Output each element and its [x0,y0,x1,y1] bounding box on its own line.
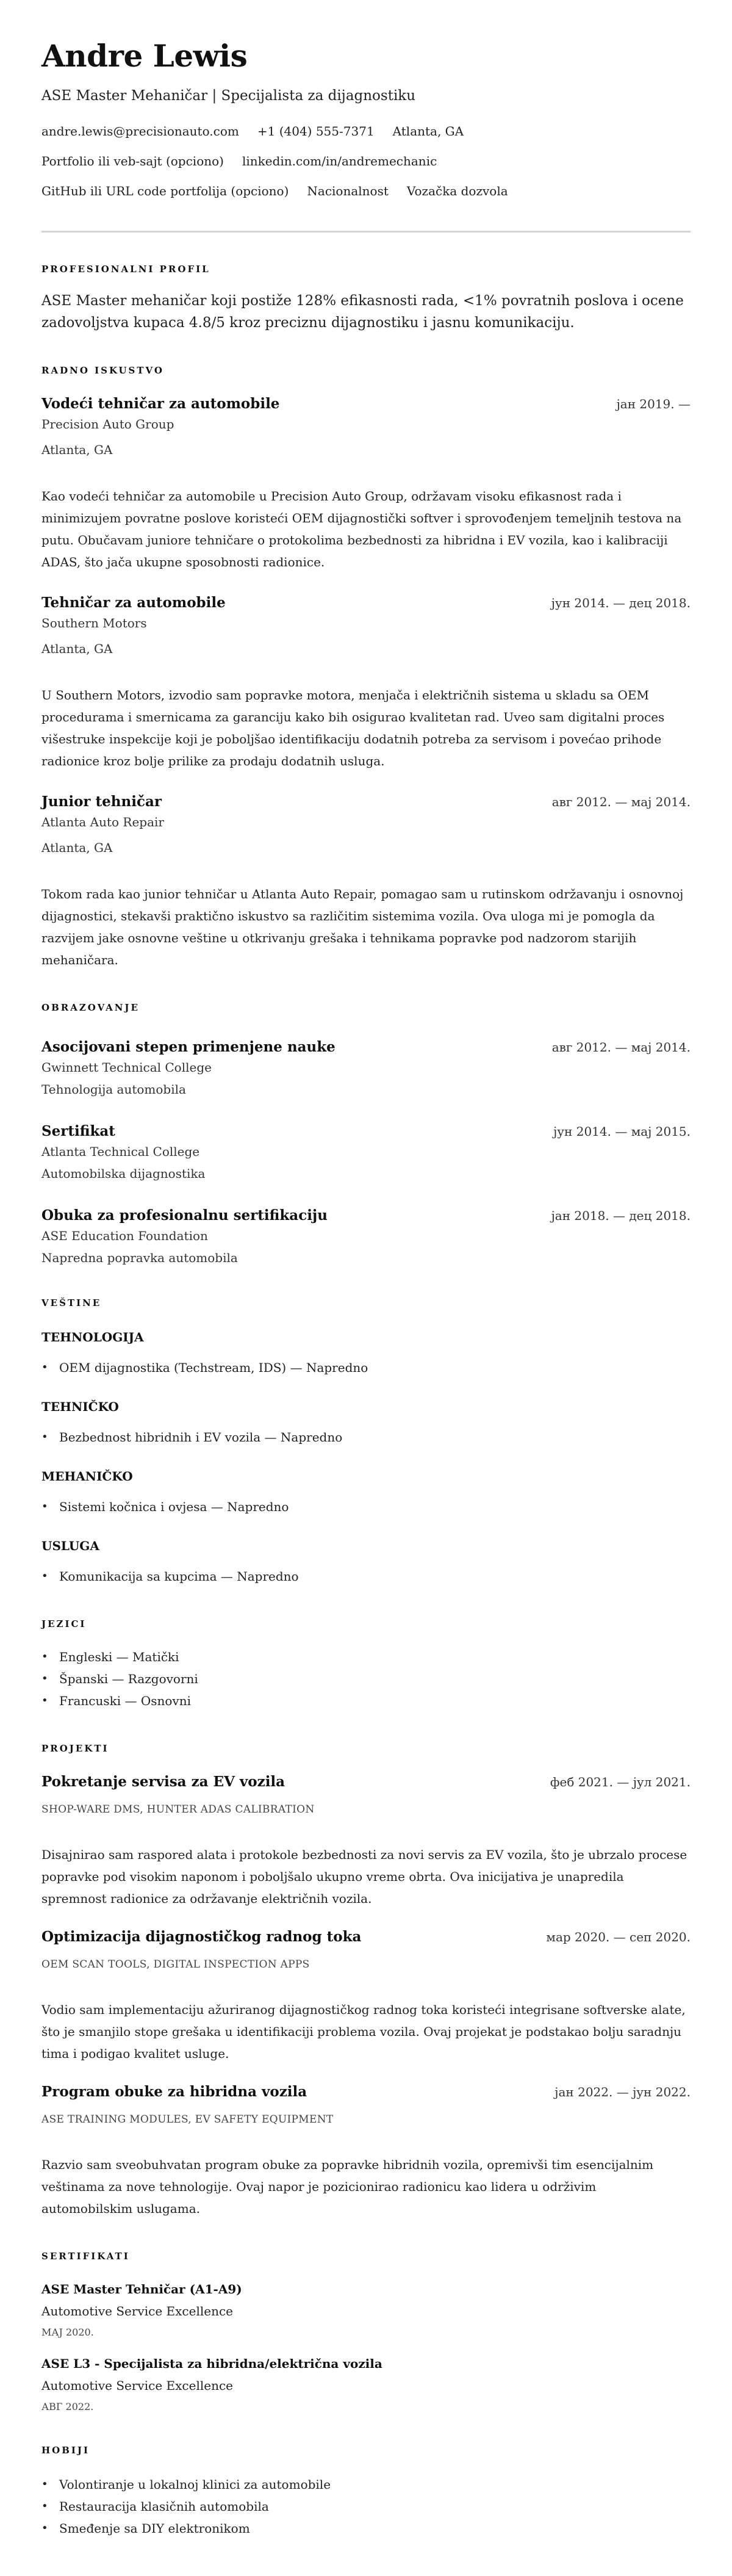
project-dates: феб 2021. — јул 2021. [550,1775,691,1789]
project-dates: јан 2022. — јун 2022. [554,2085,691,2099]
hobby-item: • Smeđenje sa DIY elektronikom [41,2517,691,2539]
skill-group [41,1468,691,1518]
field-of-study: Automobilska dijagnostika [41,1166,206,1181]
education-entry [41,1038,691,1098]
job-description: Tokom rada kao junior tehničar u Atlanta Auto Repair, pomagao sam u rutinskom održavanju i osnovnoj dijagnostici, stekavši praktično iskustvo sa različitim sistemima vozila. Ova uloga mi je pomogla da razvijem jake osnovne veštine u otkrivanju grešaka i tehnikama popravke pod nadzorom starijih mehaničara. [41,887,684,967]
education-dates: јун 2014. — мај 2015. [553,1124,691,1139]
header-divider [41,231,691,233]
language-item: • Španski — Razgovorni [41,1668,691,1690]
profile-section [41,263,691,334]
skill-category: TEHNIČKO [41,1399,119,1414]
section-title: OBRAZOVANJE [41,1002,140,1013]
candidate-headline: ASE Master Mehaničar | Specijalista za dijagnostiku [41,88,416,104]
skill-item: • Sistemi kočnica i ovjesa — Napredno [41,1496,691,1518]
projects-section [41,1742,691,2220]
experience-entry [41,594,691,772]
company-name: Atlanta Auto Repair [41,815,164,829]
certificate-name: ASE L3 - Specijalista za hibridna/električna vozila [41,2356,382,2371]
job-title: Junior tehničar [41,793,162,810]
job-dates: јун 2014. — дец 2018. [551,596,691,610]
project-description: Razvio sam sveobuhvatan program obuke za popravke hibridnih vozila, opremivši tim esencijalnim veštinama za nove tehnologije. Ovaj napor je pozicionirao radionicu kao lidera u održivim automobilskim uslugama. [41,2157,654,2216]
skill-item: • Komunikacija sa kupcima — Napredno [41,1565,691,1587]
contact-row [41,182,691,200]
phone-number[interactable]: +1 (404) 555-7371 [257,124,375,139]
certificate-entry [41,2355,691,2414]
job-dates: јан 2019. — [616,397,691,411]
project-entry [41,1773,691,1910]
hobby-item: • Volontiranje u lokalnoj klinici za automobile [41,2473,691,2495]
email-link[interactable]: andre.lewis@precisionauto.com [41,124,239,139]
skill-category: USLUGA [41,1539,99,1553]
location: Atlanta, GA [392,124,464,139]
certificate-date: АВГ 2022. [41,2401,94,2412]
experience-section [41,364,691,971]
linkedin-link[interactable]: linkedin.com/in/andremechanic [242,154,437,168]
skill-category: TEHNOLOGIJA [41,1330,144,1344]
language-item: • Engleski — Matički [41,1646,691,1668]
job-title: Vodeći tehničar za automobile [41,395,280,412]
skill-group [41,1537,691,1587]
education-entry [41,1207,691,1266]
section-title: VEŠTINE [41,1297,102,1308]
section-title: PROFESIONALNI PROFIL [41,264,210,275]
field-of-study: Tehnologija automobila [41,1082,186,1097]
degree-title: Asocijovani stepen primenjene nauke [41,1039,336,1055]
school-name: Gwinnett Technical College [41,1060,212,1075]
school-name: ASE Education Foundation [41,1228,208,1243]
degree-title: Sertifikat [41,1123,115,1139]
certificate-issuer: Automotive Service Excellence [41,2378,233,2393]
project-entry [41,2083,691,2220]
experience-entry [41,395,691,573]
company-name: Precision Auto Group [41,417,174,431]
project-tools: OEM SCAN TOOLS, DIGITAL INSPECTION APPS [41,1958,310,1971]
certificate-issuer: Automotive Service Excellence [41,2304,233,2318]
field-of-study: Napredna popravka automobila [41,1250,238,1265]
job-dates: авг 2012. — мај 2014. [551,795,691,809]
certificates-section [41,2250,691,2414]
project-dates: мар 2020. — сеп 2020. [546,1930,691,1944]
skill-group [41,1398,691,1448]
project-description: Disajnirao sam raspored alata i protokole bezbednosti za novi servis za EV vozila, što je ubrzalo procese popravke pod visokim naponom i poboljšalo ukupno vreme obrta. Ova inicijativa je unapredila spremnost radionice za održavanje električnih vozila. [41,1847,687,1906]
section-title: HOBIJI [41,2445,90,2456]
education-section [41,1001,691,1266]
section-title: PROJEKTI [41,1743,109,1754]
hobby-item: • Restauracija klasičnih automobila [41,2495,691,2517]
project-name: Program obuke za hibridna vozila [41,2084,307,2100]
job-location: Atlanta, GA [41,641,113,656]
project-name: Pokretanje servisa za EV vozila [41,1773,285,1790]
job-description: U Southern Motors, izvodio sam popravke motora, menjača i električnih sistema u skladu sa OEM procedurama i smernicama za garanciju kako bih osigurao kvalitetan rad. Uveo sam digitalni proces višestruke inspekcije koji je poboljšao identifikaciju dodatnih potreba za servisom i povećao prihode radionice kroz bolje prilike za prodaju dodatnih usluga. [41,688,665,768]
languages-section [41,1618,691,1712]
github-link[interactable]: GitHub ili URL code portfolija (opciono) [41,184,289,198]
job-title: Tehničar za automobile [41,594,226,611]
skill-item: • OEM dijagnostika (Techstream, IDS) — Napredno [41,1357,691,1379]
certificate-name: ASE Master Tehničar (A1-A9) [41,2282,242,2296]
language-item: • Francuski — Osnovni [41,1690,691,1712]
candidate-name: Andre Lewis [41,38,248,74]
experience-entry [41,793,691,971]
project-tools: SHOP-WARE DMS, HUNTER ADAS CALIBRATION [41,1803,315,1816]
project-name: Optimizacija dijagnostičkog radnog toka [41,1928,362,1945]
project-tools: ASE TRAINING MODULES, EV SAFETY EQUIPMENT [41,2113,334,2126]
certificate-entry [41,2281,691,2339]
section-title: RADNO ISKUSTVO [41,365,164,376]
certificate-date: МАЈ 2020. [41,2326,94,2338]
degree-title: Obuka za profesionalnu sertifikaciju [41,1207,328,1224]
education-dates: јан 2018. — дец 2018. [551,1208,691,1223]
school-name: Atlanta Technical College [41,1144,200,1159]
resume-header [41,38,691,233]
job-location: Atlanta, GA [41,840,113,855]
job-location: Atlanta, GA [41,442,113,457]
skill-item: • Bezbednost hibridnih i EV vozila — Napredno [41,1426,691,1448]
skill-group [41,1329,691,1379]
company-name: Southern Motors [41,616,147,630]
skill-category: MEHANIČKO [41,1469,133,1484]
project-entry [41,1928,691,2065]
drivers-license: Vozačka dozvola [406,184,508,198]
project-description: Vodio sam implementaciju ažuriranog dijagnostičkog radnog toka koristeći integrisane softverske alate, što je smanjilo stope grešaka u identifikaciji problema vozila. Ovaj projekat je podstakao bolju saradnju tima i podigao kvalitet usluge. [41,2002,686,2061]
section-title: JEZICI [41,1618,87,1629]
section-title: SERTIFIKATI [41,2251,130,2262]
portfolio-link[interactable]: Portfolio ili veb-sajt (opciono) [41,154,224,168]
profile-summary: ASE Master mehaničar koji postiže 128% efikasnosti rada, <1% povratnih poslova i ocene zadovoljstva kupaca 4.8/5 kroz preciznu dijagnostiku i jasnu komunikaciju. [41,293,684,331]
skills-section [41,1297,691,1587]
education-entry [41,1122,691,1182]
nationality: Nacionalnost [307,184,389,198]
education-dates: авг 2012. — мај 2014. [551,1040,691,1055]
contact-row [41,123,691,140]
job-description: Kao vodeći tehničar za automobile u Precision Auto Group, održavam visoku efikasnost rada i minimizujem povratne poslove koristeći OEM dijagnostički softver i sprovođenjem temeljnih testova na putu. Obučavam juniore tehničare o protokolima bezbednosti za hibridna i EV vozila, kao i kalibraciji ADAS, što jača ukupne sposobnosti radionice. [41,489,682,569]
contact-row [41,153,691,170]
